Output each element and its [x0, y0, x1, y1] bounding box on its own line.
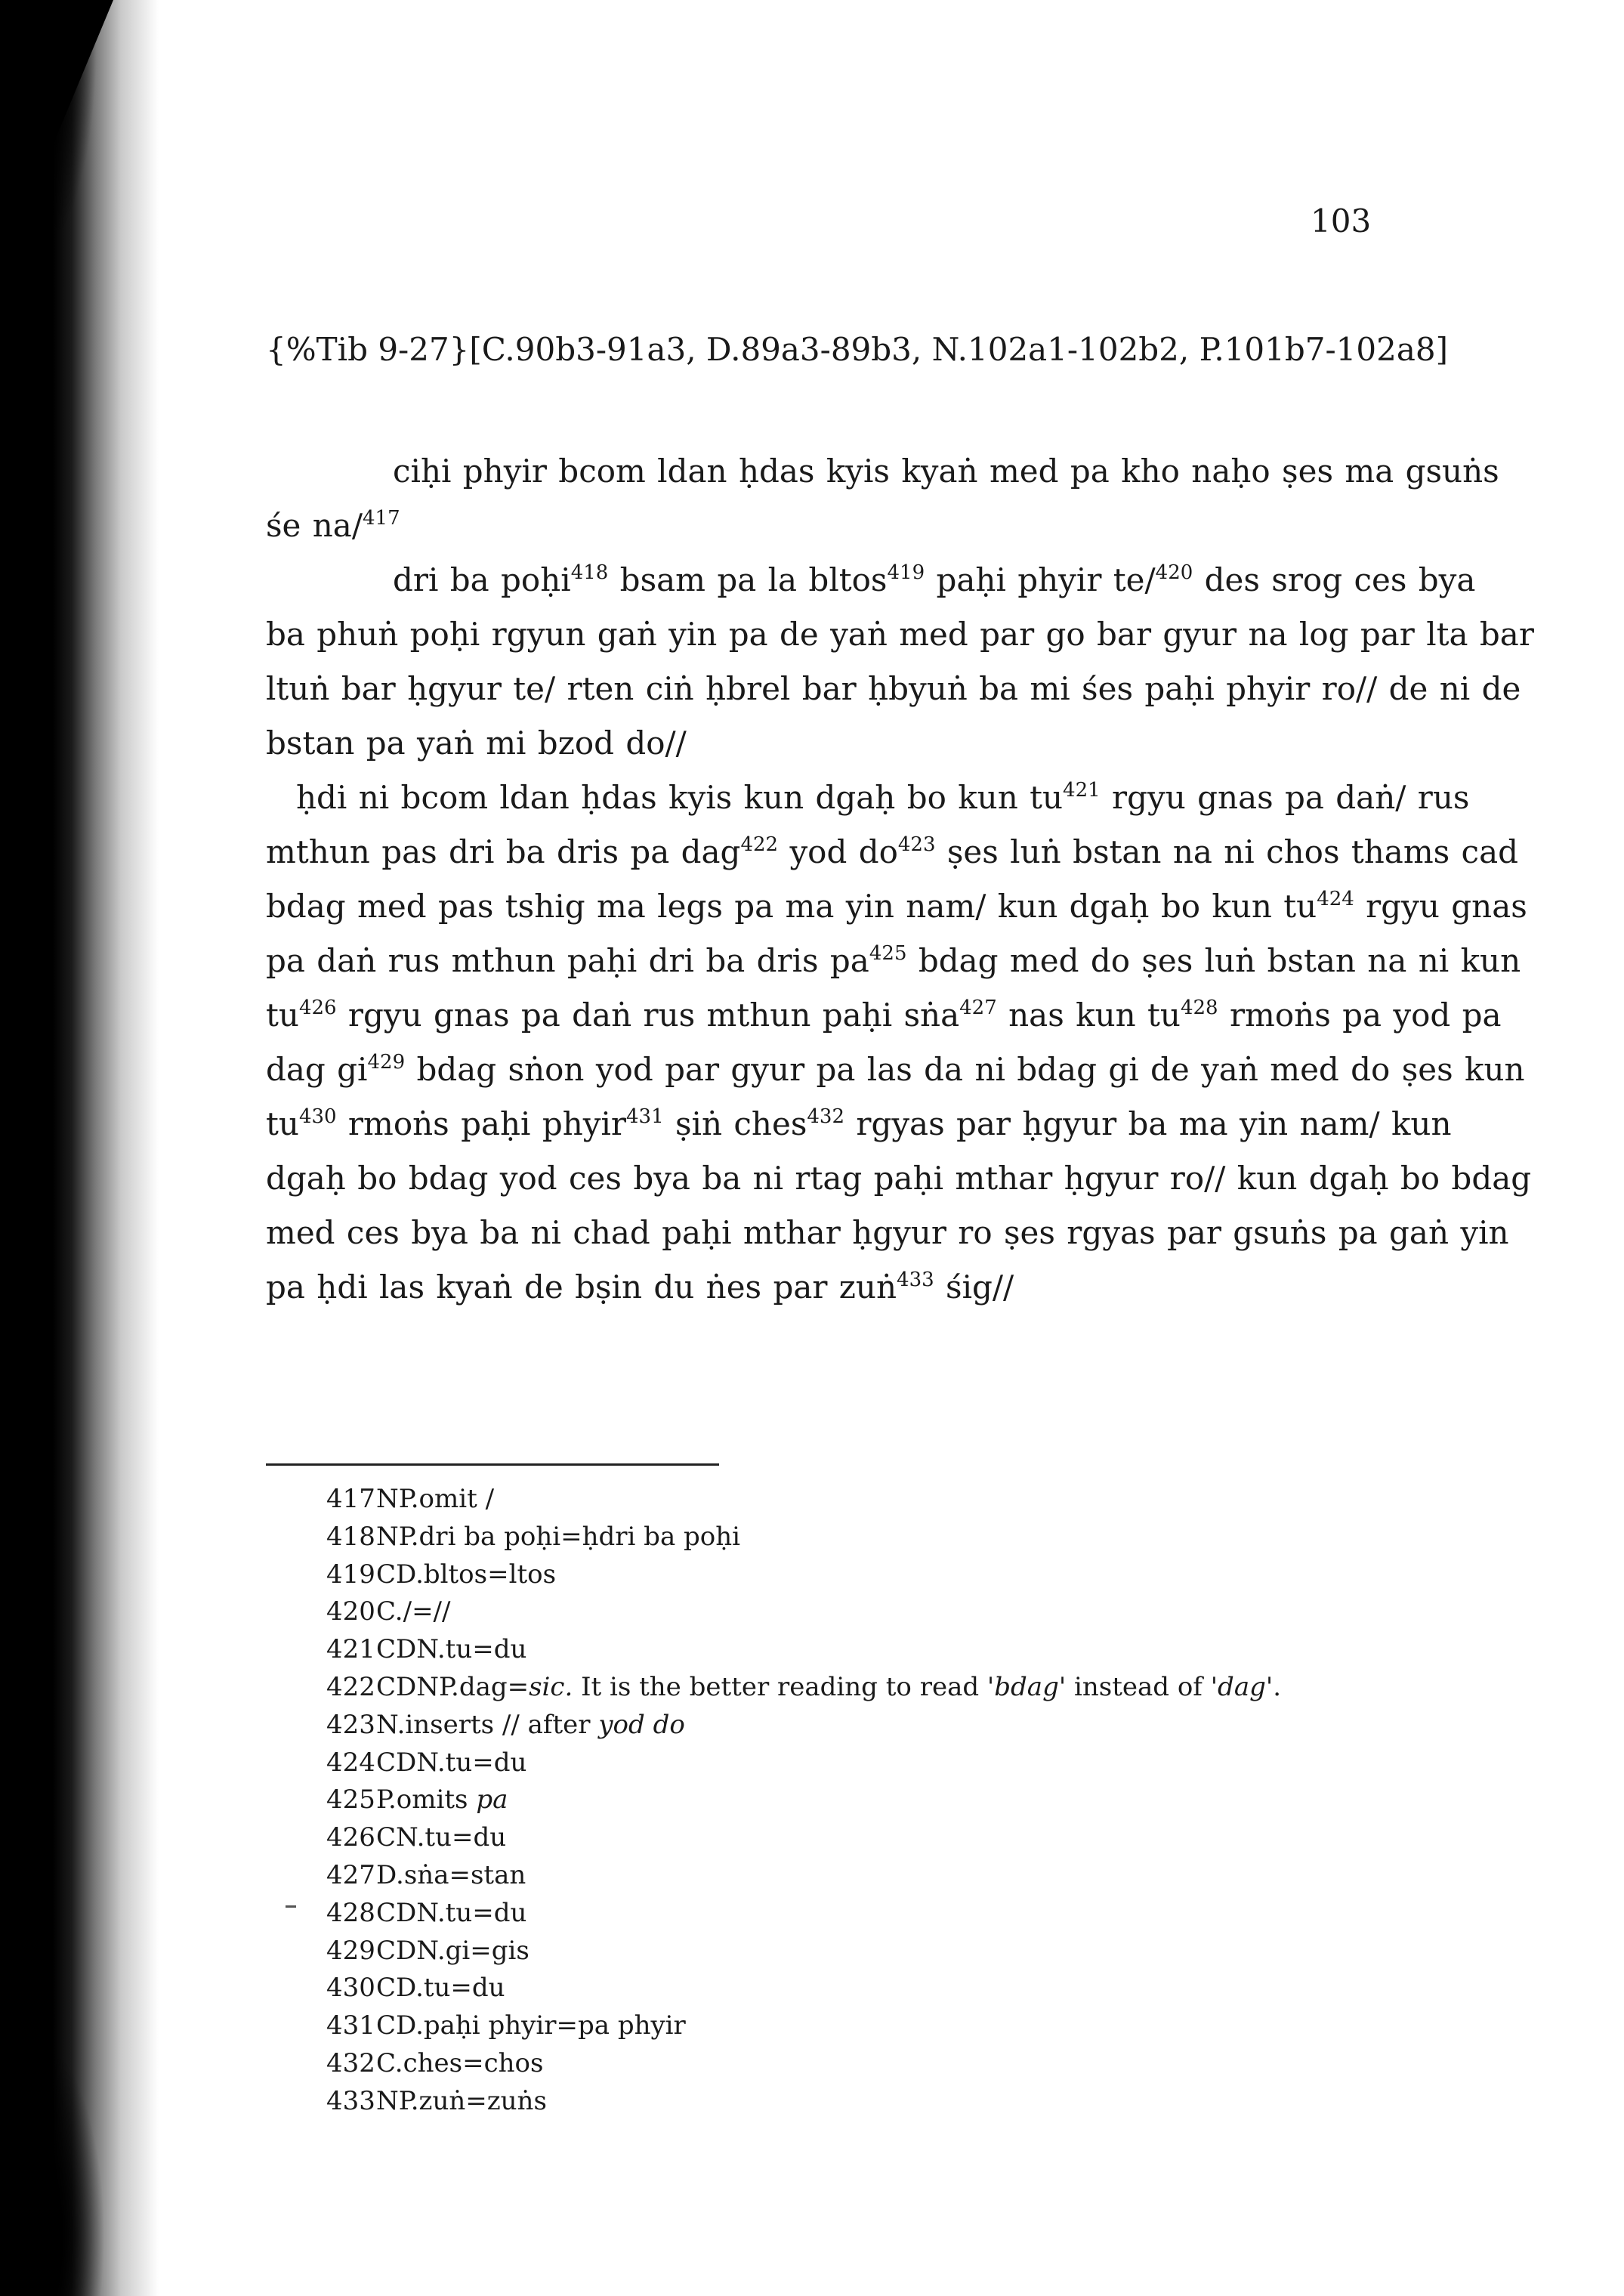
footnote: 431CD.paḥi phyir=pa phyir [326, 2010, 686, 2041]
footnote: 433NP.zuṅ=zuṅs [326, 2085, 547, 2116]
footnote-list [326, 1481, 1384, 2121]
footnote-ref: 431 [626, 1105, 664, 1128]
footnote-ref: 423 [897, 833, 936, 856]
paragraph-2 [266, 553, 1534, 771]
footnote-ref: 426 [298, 997, 337, 1019]
footnote: 423N.inserts // after yod do [326, 1709, 685, 1740]
footnote-ref: 424 [1317, 888, 1354, 910]
text-line: mthun pas dri ba dris pa dag$^{422}$ yod $do^{423}$ ṣes luṅ bstan na ni chos thams cad [266, 833, 1519, 870]
footnote-ref: 420 [1155, 561, 1193, 584]
text-line: ciḥi phyir bcom ldan ḥdas kyis kyaṅ med pa kho naḥo ṣes ma gsuṅs [393, 453, 1499, 490]
text-line: dag $gi^{429}$ bdag sṅon yod par gyur pa las da ni bdag gi de yaṅ med do ṣes kun [266, 1051, 1525, 1088]
text-line: pa daṅ rus mthun paḥi dri ba dris $pa^{425}$ bdag med do ṣes luṅ bstan na ni kun [266, 942, 1521, 979]
book-spine-corner [0, 0, 113, 272]
footnote: 432C.ches=chos [326, 2047, 544, 2078]
footnote: 427D.sṅa=stan [326, 1859, 526, 1890]
text-line: $tu^{430}$ rmoṅs paḥi phyir$^{431}$ ṣiṅ ches$^{432}$ rgyas par ḥgyur ba ma yin nam/ kun [266, 1105, 1452, 1142]
scan-speck [286, 1905, 296, 1908]
footnote: 420C./=// [326, 1596, 451, 1627]
footnote: 428CDN.tu=du [326, 1897, 527, 1928]
text-line: ba phuṅ poḥi rgyun gaṅ yin pa de yaṅ med par go bar gyur na log par lta bar [266, 616, 1534, 653]
footnote: 419CD.bltos=ltos [326, 1559, 557, 1590]
footnote: 429CDN.gi=gis [326, 1935, 529, 1966]
footnote: 418NP.dri ba poḥi=ḥdri ba poḥi [326, 1521, 741, 1552]
text-line: ltuṅ bar ḥgyur te/ rten ciṅ ḥbrel bar ḥbyuṅ ba mi śes paḥi phyir ro// de ni de [266, 670, 1521, 707]
footnote-separator [266, 1463, 719, 1466]
footnote-ref: 432 [807, 1105, 845, 1128]
footnote: 417NP.omit / [326, 1484, 495, 1514]
footnote: 424CDN.tu=du [326, 1747, 527, 1778]
paragraph-1 [266, 444, 1499, 553]
footnote-ref: 433 [897, 1269, 934, 1291]
text-line: bstan pa yaṅ mi bzod do// [266, 725, 687, 762]
paragraph-3 [266, 771, 1532, 1315]
text-line: ḥdi ni bcom ldan ḥdas kyis kun dgaḥ bo kun $tu^{421}$ rgyu gnas pa daṅ/ rus [296, 779, 1470, 816]
footnote-ref: 428 [1180, 997, 1218, 1019]
text-line: med ces bya ba ni chad paḥi mthar ḥgyur ro ṣes rgyas par gsuṅs pa gaṅ yin [266, 1214, 1509, 1251]
text-line: $tu^{426}$ rgyu gnas pa daṅ rus mthun paḥi sṅa$^{427}$ nas kun $tu^{428}$ rmoṅs pa yod pa [266, 997, 1502, 1034]
text-line: dgaḥ bo bdag yod ces bya ba ni rtag paḥi mthar ḥgyur ro// kun dgaḥ bo bdag [266, 1160, 1532, 1197]
book-spine-shadow [0, 0, 174, 2296]
footnote: 426CN.tu=du [326, 1822, 507, 1853]
footnote: 430CD.tu=du [326, 1973, 505, 2004]
footnote-ref: 421 [1063, 779, 1101, 802]
footnote: 425P.omits pa [326, 1785, 508, 1815]
text-line: pa ḥdi las kyaṅ de bṣin du ṅes par zuṅ$^{433}$ śig// [266, 1269, 1014, 1306]
source-reference: {%Tib 9-27}[C.90b3-91a3, D.89a3-89b3, N.102a1-102b2, P.101b7-102a8] [266, 331, 1448, 368]
footnote-ref: 427 [959, 997, 997, 1019]
text-line: bdag med pas tshig ma legs pa ma yin nam/ kun dgaḥ bo kun $tu^{424}$ rgyu gnas [266, 888, 1527, 925]
footnote-ref: 422 [740, 833, 779, 856]
footnote-ref: 419 [887, 561, 925, 584]
footnote: 421CDN.tu=du [326, 1634, 527, 1665]
footnote-ref: 417 [363, 507, 400, 530]
footnote-ref: 430 [298, 1105, 337, 1128]
footnote-ref: 418 [570, 561, 609, 584]
footnote-ref: 429 [367, 1051, 406, 1074]
footnote-ref: 425 [869, 942, 907, 965]
page-number: 103 [1311, 202, 1372, 239]
text-line: śe na/$^{417}$ [266, 507, 400, 544]
text-line: dri ba poḥi$^{418}$ bsam pa la bltos$^{419}$ paḥi phyir te/$^{420}$ des srog ces bya [393, 561, 1476, 598]
footnote: 422CDNP.dag=sic. It is the better reading to read 'bdag' instead of 'dag'. [326, 1671, 1282, 1702]
